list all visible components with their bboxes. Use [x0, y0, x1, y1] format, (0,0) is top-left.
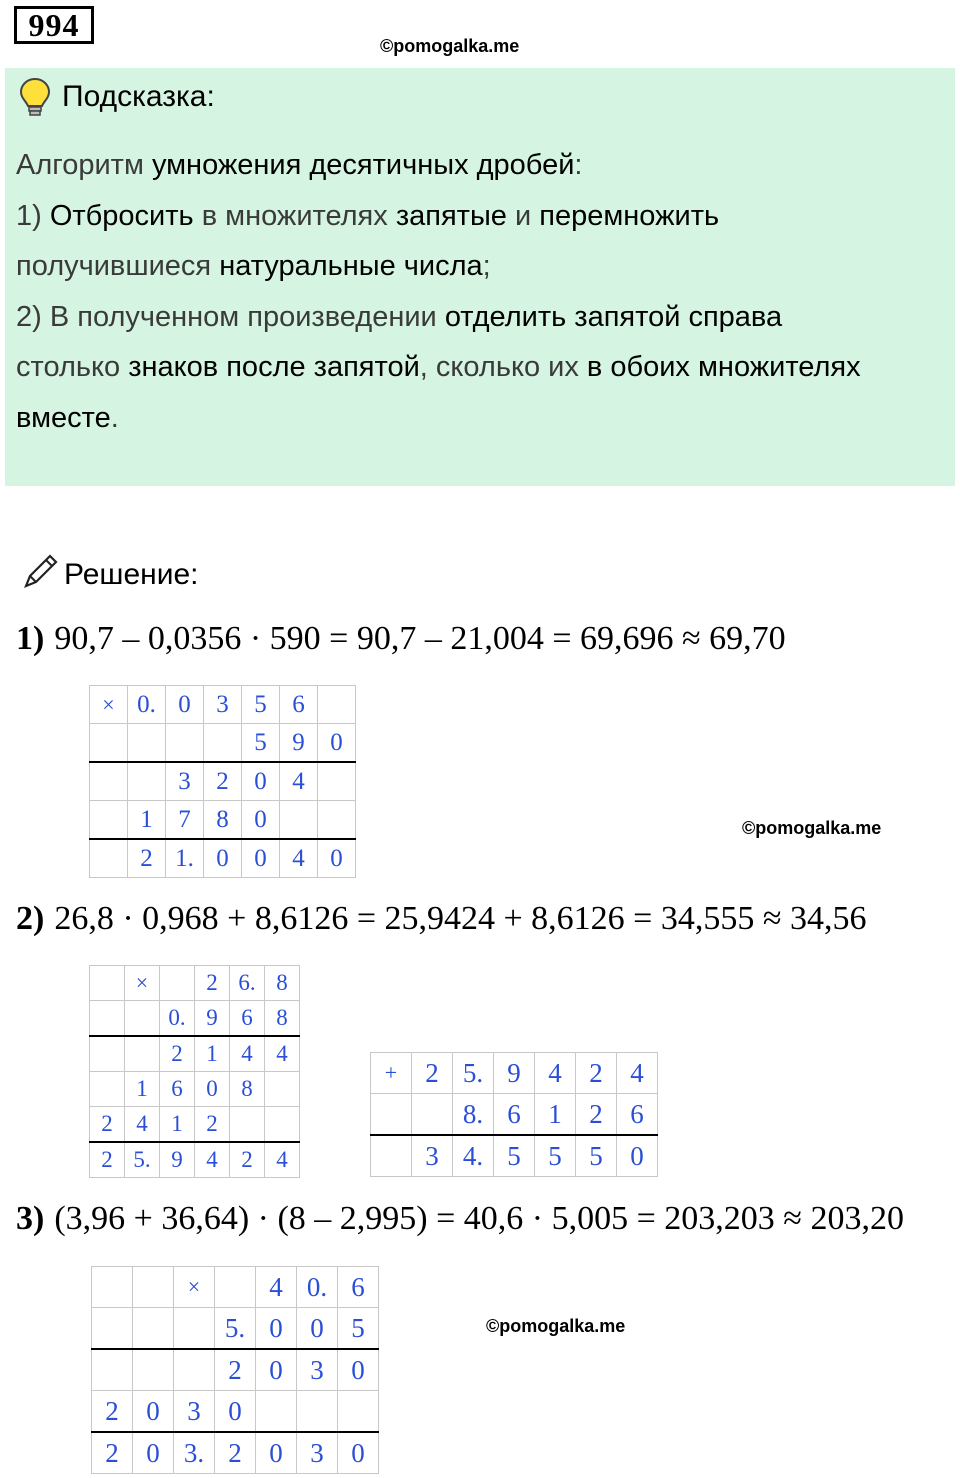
grid-cell: 1.: [166, 839, 204, 878]
grid-cell: 3: [174, 1391, 215, 1433]
grid-cell: 2: [92, 1391, 133, 1433]
grid-cell: 2: [204, 762, 242, 801]
grid-cell: [318, 686, 356, 724]
grid-row: [371, 1135, 658, 1177]
grid-row: [90, 966, 300, 1001]
grid-cell: 8: [265, 1001, 300, 1037]
grid-cell: [280, 801, 318, 840]
grid-cell: 0: [166, 686, 204, 724]
grid-cell: 2: [230, 1142, 265, 1178]
grid-row: [90, 1001, 300, 1037]
grid-cell: 5: [576, 1135, 617, 1177]
grid-cell: 0: [133, 1432, 174, 1474]
grid-cell: 0: [195, 1072, 230, 1107]
grid-cell: 1: [128, 801, 166, 840]
grid-cell: 6: [160, 1072, 195, 1107]
grid-cell: 2: [576, 1053, 617, 1094]
grid-cell: 6.: [230, 966, 265, 1001]
grid-cell: 0: [242, 762, 280, 801]
grid-cell: [125, 1001, 160, 1037]
grid-cell: 9: [195, 1001, 230, 1037]
grid-row: [92, 1432, 379, 1474]
grid-cell: 6: [280, 686, 318, 724]
grid-cell: 0.: [297, 1267, 338, 1308]
grid-cell: 5.: [215, 1308, 256, 1350]
grid-cell: [297, 1391, 338, 1433]
grid-row: [90, 1142, 300, 1178]
grid-cell: [160, 966, 195, 1001]
multiplication-grid-1: [89, 685, 356, 878]
grid-cell: 0: [133, 1391, 174, 1433]
grid-cell: 2: [215, 1432, 256, 1474]
grid-cell: 5: [535, 1135, 576, 1177]
grid-cell: 5.: [453, 1053, 494, 1094]
grid-cell: 5: [242, 724, 280, 763]
grid-cell: 8: [230, 1072, 265, 1107]
grid-cell: 2: [195, 1107, 230, 1143]
grid-row: [90, 1072, 300, 1107]
grid-cell: 2: [90, 1107, 125, 1143]
grid-cell: [174, 1308, 215, 1350]
grid-cell: 5.: [125, 1142, 160, 1178]
grid-cell: [92, 1308, 133, 1350]
grid-cell: 4: [230, 1036, 265, 1072]
grid-cell: 2: [160, 1036, 195, 1072]
watermark-middle: ©pomogalka.me: [742, 818, 882, 838]
grid-cell: [318, 801, 356, 840]
grid-cell: 0: [318, 839, 356, 878]
grid-cell: [128, 724, 166, 763]
grid-cell: 3.: [174, 1432, 215, 1474]
grid-cell: 9: [280, 724, 318, 763]
grid-cell: 0.: [128, 686, 166, 724]
addition-grid: [370, 1052, 658, 1177]
grid-cell: 4: [280, 762, 318, 801]
grid-cell: 0: [318, 724, 356, 763]
grid-row: [90, 839, 356, 878]
grid-cell: 4: [280, 839, 318, 878]
grid-cell: 4.: [453, 1135, 494, 1177]
grid-cell: 0: [215, 1391, 256, 1433]
grid-cell: 1: [160, 1107, 195, 1143]
grid-row: [90, 801, 356, 840]
grid-cell: 8: [265, 966, 300, 1001]
grid-cell: [133, 1349, 174, 1391]
grid-row: [90, 724, 356, 763]
grid-cell: ×: [125, 966, 160, 1001]
equation-3: 3) (3,96 + 36,64) · (8 – 2,995) = 40,6 · 5,005 = 203,203 ≈ 203,20: [16, 1200, 904, 1237]
grid-cell: 8: [204, 801, 242, 840]
grid-cell: 0: [242, 839, 280, 878]
grid-cell: 3: [204, 686, 242, 724]
grid-cell: 3: [297, 1432, 338, 1474]
grid-row: [371, 1053, 658, 1094]
grid-cell: [230, 1107, 265, 1143]
grid-cell: 0: [204, 839, 242, 878]
grid-cell: 7: [166, 801, 204, 840]
grid-cell: 9: [160, 1142, 195, 1178]
multiplication-grid-2: [89, 965, 300, 1178]
grid-cell: 6: [338, 1267, 379, 1308]
grid-cell: 4: [256, 1267, 297, 1308]
grid-cell: 2: [90, 1142, 125, 1178]
grid-row: [92, 1308, 379, 1350]
grid-cell: 2: [195, 966, 230, 1001]
grid-row: [92, 1391, 379, 1433]
grid-cell: [90, 724, 128, 763]
grid-cell: [256, 1391, 297, 1433]
grid-cell: 2: [412, 1053, 453, 1094]
grid-cell: 1: [535, 1094, 576, 1136]
grid-cell: 1: [125, 1072, 160, 1107]
watermark-top: ©pomogalka.me: [380, 36, 520, 56]
watermark-bottom: ©pomogalka.me: [486, 1316, 626, 1336]
grid-cell: 4: [125, 1107, 160, 1143]
grid-cell: [90, 801, 128, 840]
grid-cell: 3: [297, 1349, 338, 1391]
grid-cell: [371, 1094, 412, 1136]
task-number: 994: [14, 6, 94, 44]
hint-title: Подсказка:: [62, 80, 215, 113]
grid-cell: 2: [215, 1349, 256, 1391]
grid-cell: [371, 1135, 412, 1177]
grid-cell: 5: [494, 1135, 535, 1177]
multiplication-grid-3: [91, 1266, 379, 1474]
grid-cell: [174, 1349, 215, 1391]
grid-cell: 2: [576, 1094, 617, 1136]
grid-row: [92, 1349, 379, 1391]
grid-cell: [265, 1107, 300, 1143]
grid-cell: [125, 1036, 160, 1072]
hint-text: Алгоритм умножения десятичных дробей: 1) Отбросить в множителях запятые и перемножить получившиеся натуральные числа; 2) В полученном произведении отделить запятой справа столько знаков после запятой, сколько их в обоих множителях вместе.: [16, 149, 861, 434]
grid-cell: [90, 762, 128, 801]
grid-cell: [92, 1349, 133, 1391]
grid-cell: 6: [230, 1001, 265, 1037]
grid-cell: [90, 839, 128, 878]
grid-cell: [166, 724, 204, 763]
grid-cell: [412, 1094, 453, 1136]
grid-cell: [318, 762, 356, 801]
grid-cell: ×: [174, 1267, 215, 1308]
grid-row: [371, 1094, 658, 1136]
grid-cell: [92, 1267, 133, 1308]
grid-cell: 3: [412, 1135, 453, 1177]
grid-cell: 0: [297, 1308, 338, 1350]
grid-cell: 4: [535, 1053, 576, 1094]
grid-cell: [90, 1072, 125, 1107]
grid-cell: 5: [242, 686, 280, 724]
grid-cell: [215, 1267, 256, 1308]
grid-cell: 0: [256, 1308, 297, 1350]
grid-cell: 4: [265, 1036, 300, 1072]
equation-1: 1) 90,7 – 0,0356 · 590 = 90,7 – 21,004 = 69,696 ≈ 69,70: [16, 620, 786, 657]
pencil-icon: [20, 552, 60, 592]
grid-cell: 0: [256, 1432, 297, 1474]
grid-cell: 8.: [453, 1094, 494, 1136]
grid-cell: 0: [338, 1349, 379, 1391]
grid-cell: 0.: [160, 1001, 195, 1037]
grid-cell: [128, 762, 166, 801]
grid-cell: 6: [617, 1094, 658, 1136]
grid-cell: [90, 966, 125, 1001]
grid-cell: 4: [195, 1142, 230, 1178]
grid-cell: 9: [494, 1053, 535, 1094]
grid-cell: 1: [195, 1036, 230, 1072]
equation-2: 2) 26,8 · 0,968 + 8,6126 = 25,9424 + 8,6126 = 34,555 ≈ 34,56: [16, 900, 867, 937]
grid-cell: [338, 1391, 379, 1433]
grid-cell: 6: [494, 1094, 535, 1136]
grid-cell: 4: [265, 1142, 300, 1178]
grid-row: [90, 1107, 300, 1143]
grid-cell: [204, 724, 242, 763]
grid-cell: [90, 1036, 125, 1072]
grid-cell: [265, 1072, 300, 1107]
grid-cell: 4: [617, 1053, 658, 1094]
grid-cell: [133, 1308, 174, 1350]
grid-cell: [90, 1001, 125, 1037]
grid-cell: 3: [166, 762, 204, 801]
grid-cell: [133, 1267, 174, 1308]
grid-row: [90, 762, 356, 801]
grid-row: [90, 1036, 300, 1072]
grid-cell: +: [371, 1053, 412, 1094]
grid-row: [92, 1267, 379, 1308]
grid-cell: 5: [338, 1308, 379, 1350]
grid-cell: ×: [90, 686, 128, 724]
solution-title: Решение:: [64, 558, 199, 591]
grid-row: [90, 686, 356, 724]
grid-cell: 2: [92, 1432, 133, 1474]
lightbulb-icon: [18, 76, 52, 118]
grid-cell: 0: [242, 801, 280, 840]
grid-cell: 0: [256, 1349, 297, 1391]
grid-cell: 0: [338, 1432, 379, 1474]
grid-cell: 2: [128, 839, 166, 878]
grid-cell: 0: [617, 1135, 658, 1177]
